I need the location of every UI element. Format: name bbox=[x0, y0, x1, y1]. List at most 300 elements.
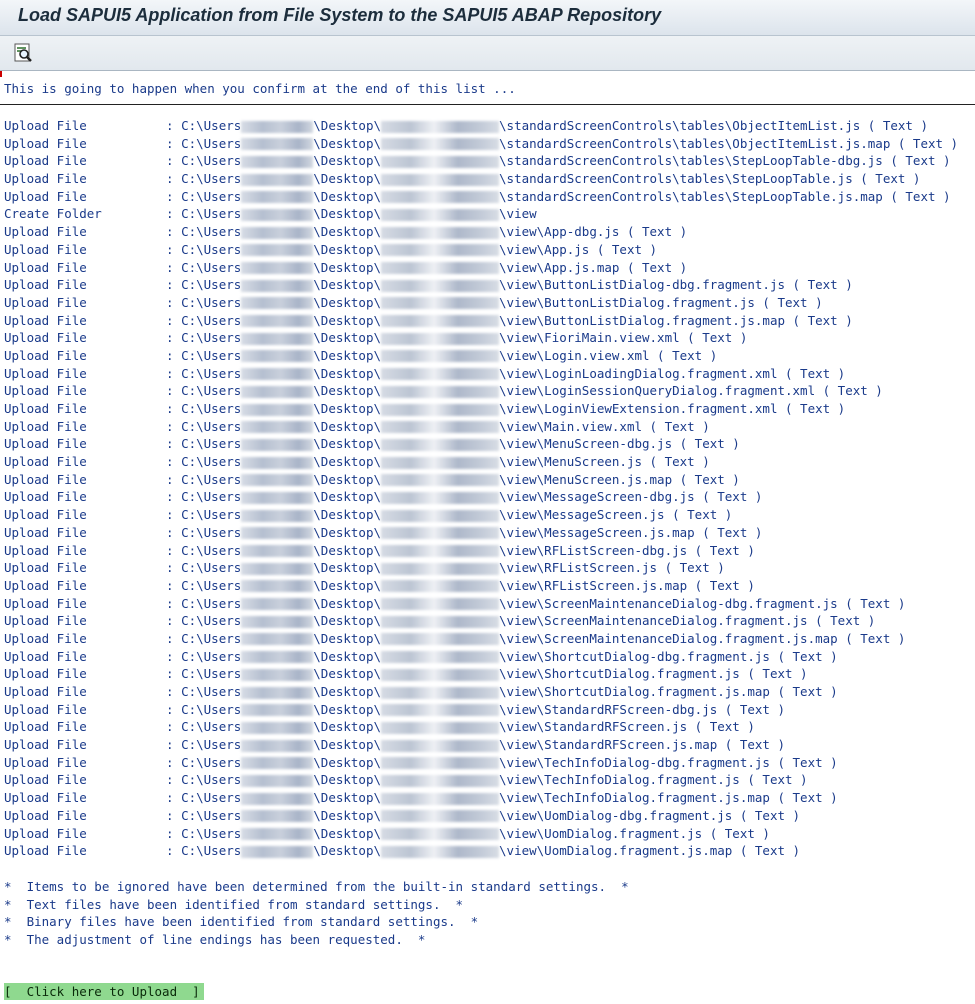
action-label: Upload File bbox=[4, 418, 87, 434]
redacted-folder bbox=[381, 368, 499, 380]
table-row bbox=[4, 754, 958, 772]
path-prefix: C:\Users bbox=[181, 312, 242, 328]
redacted-folder bbox=[381, 722, 499, 734]
redacted-folder bbox=[381, 457, 499, 469]
redacted-username bbox=[241, 828, 313, 840]
redacted-folder bbox=[381, 191, 499, 203]
path-desktop: \Desktop\ bbox=[313, 825, 382, 841]
separator: : bbox=[166, 630, 182, 646]
path-prefix: C:\Users bbox=[181, 825, 242, 841]
window-title: Load SAPUI5 Application from File System to the SAPUI5 ABAP Repository bbox=[18, 5, 662, 25]
redacted-username bbox=[241, 563, 313, 575]
separator: : bbox=[166, 807, 182, 823]
path-suffix: \view\Login.view.xml ( Text ) bbox=[499, 347, 718, 363]
separator: : bbox=[166, 542, 182, 558]
path-prefix: C:\Users bbox=[181, 118, 242, 133]
table-row bbox=[4, 718, 958, 736]
path-suffix: \view\App.js.map ( Text ) bbox=[499, 259, 688, 275]
redacted-username bbox=[241, 846, 313, 858]
path-prefix: C:\Users bbox=[181, 241, 242, 257]
path-prefix: C:\Users bbox=[181, 666, 242, 682]
separator: : bbox=[166, 701, 182, 717]
table-row bbox=[4, 736, 958, 754]
table-row bbox=[4, 365, 958, 383]
path-suffix: \view\UomDialog.fragment.js ( Text ) bbox=[499, 825, 770, 841]
table-row bbox=[4, 595, 958, 613]
redacted-username bbox=[241, 315, 313, 327]
separator: : bbox=[166, 277, 182, 293]
path-suffix: \view\Main.view.xml ( Text ) bbox=[499, 418, 710, 434]
redacted-folder bbox=[381, 333, 499, 345]
separator: : bbox=[166, 259, 182, 275]
action-label: Upload File bbox=[4, 383, 87, 399]
action-label: Upload File bbox=[4, 277, 87, 293]
action-label: Upload File bbox=[4, 489, 87, 505]
separator: : bbox=[166, 737, 182, 753]
path-desktop: \Desktop\ bbox=[313, 648, 382, 664]
table-row bbox=[4, 524, 958, 542]
redacted-folder bbox=[381, 421, 499, 433]
path-suffix: \view\RFListScreen-dbg.js ( Text ) bbox=[499, 542, 755, 558]
find-icon[interactable] bbox=[12, 42, 34, 64]
table-row bbox=[4, 276, 958, 294]
separator: : bbox=[166, 312, 182, 328]
table-row bbox=[4, 577, 958, 595]
redacted-folder bbox=[381, 474, 499, 486]
action-label: Upload File bbox=[4, 171, 87, 187]
action-label: Upload File bbox=[4, 701, 87, 717]
redacted-folder bbox=[381, 174, 499, 186]
separator: : bbox=[166, 560, 182, 576]
path-suffix: \view\App-dbg.js ( Text ) bbox=[499, 224, 688, 240]
table-row bbox=[4, 170, 958, 188]
path-desktop: \Desktop\ bbox=[313, 383, 382, 399]
path-suffix: \view\LoginViewExtension.fragment.xml ( Text ) bbox=[499, 401, 846, 416]
table-row bbox=[4, 612, 958, 630]
redacted-folder bbox=[381, 297, 499, 309]
redacted-username bbox=[241, 527, 313, 539]
path-suffix: \view\StandardRFScreen.js ( Text ) bbox=[499, 719, 755, 735]
table-row bbox=[4, 453, 958, 471]
path-prefix: C:\Users bbox=[181, 630, 242, 646]
action-label: Upload File bbox=[4, 330, 87, 346]
path-desktop: \Desktop\ bbox=[313, 542, 382, 558]
path-prefix: C:\Users bbox=[181, 489, 242, 505]
table-row bbox=[4, 294, 958, 312]
path-desktop: \Desktop\ bbox=[313, 347, 382, 363]
redacted-folder bbox=[381, 810, 499, 822]
path-prefix: C:\Users bbox=[181, 577, 242, 593]
path-suffix: \view bbox=[499, 206, 537, 222]
action-label: Upload File bbox=[4, 772, 87, 788]
redacted-folder bbox=[381, 386, 499, 398]
path-suffix: \standardScreenControls\tables\ObjectItemList.js ( Text ) bbox=[499, 118, 928, 133]
redacted-username bbox=[241, 386, 313, 398]
action-label: Upload File bbox=[4, 666, 87, 682]
action-label: Upload File bbox=[4, 294, 87, 310]
path-desktop: \Desktop\ bbox=[313, 365, 382, 381]
path-suffix: \view\ButtonListDialog.fragment.js.map ( Text ) bbox=[499, 312, 853, 328]
path-suffix: \view\ScreenMaintenanceDialog-dbg.fragment.js ( Text ) bbox=[499, 595, 906, 611]
path-prefix: C:\Users bbox=[181, 206, 242, 222]
path-suffix: \view\ShortcutDialog.fragment.js.map ( Text ) bbox=[499, 684, 838, 699]
redacted-username bbox=[241, 227, 313, 239]
application-toolbar bbox=[0, 36, 975, 71]
path-desktop: \Desktop\ bbox=[313, 701, 382, 717]
path-prefix: C:\Users bbox=[181, 701, 242, 717]
path-prefix: C:\Users bbox=[181, 560, 242, 576]
action-label: Upload File bbox=[4, 153, 87, 169]
path-prefix: C:\Users bbox=[181, 347, 242, 363]
path-prefix: C:\Users bbox=[181, 737, 242, 753]
path-suffix: \view\LoginSessionQueryDialog.fragment.xml ( Text ) bbox=[499, 383, 883, 399]
action-label: Upload File bbox=[4, 135, 87, 151]
path-prefix: C:\Users bbox=[181, 259, 242, 275]
path-prefix: C:\Users bbox=[181, 542, 242, 558]
path-suffix: \view\ShortcutDialog-dbg.fragment.js ( Text ) bbox=[499, 648, 838, 664]
table-row bbox=[4, 665, 958, 683]
path-desktop: \Desktop\ bbox=[313, 277, 382, 293]
action-label: Upload File bbox=[4, 241, 87, 257]
path-prefix: C:\Users bbox=[181, 684, 242, 699]
path-desktop: \Desktop\ bbox=[313, 843, 382, 859]
action-label: Upload File bbox=[4, 365, 87, 381]
path-suffix: \view\App.js ( Text ) bbox=[499, 241, 658, 257]
redacted-folder bbox=[381, 775, 499, 787]
path-prefix: C:\Users bbox=[181, 843, 242, 859]
path-prefix: C:\Users bbox=[181, 294, 242, 310]
action-label: Upload File bbox=[4, 754, 87, 770]
redacted-folder bbox=[381, 687, 499, 699]
path-prefix: C:\Users bbox=[181, 153, 242, 169]
separator: : bbox=[166, 188, 182, 204]
redacted-username bbox=[241, 757, 313, 769]
action-label: Upload File bbox=[4, 684, 87, 699]
redacted-username bbox=[241, 368, 313, 380]
table-row bbox=[4, 400, 958, 418]
redacted-folder bbox=[381, 633, 499, 645]
path-desktop: \Desktop\ bbox=[313, 595, 382, 611]
action-label: Upload File bbox=[4, 630, 87, 646]
path-desktop: \Desktop\ bbox=[313, 241, 382, 257]
redacted-folder bbox=[381, 757, 499, 769]
path-suffix: \view\MenuScreen.js.map ( Text ) bbox=[499, 471, 740, 487]
redacted-folder bbox=[381, 598, 499, 610]
redacted-username bbox=[241, 492, 313, 504]
redacted-folder bbox=[381, 704, 499, 716]
path-prefix: C:\Users bbox=[181, 365, 242, 381]
path-suffix: \standardScreenControls\tables\StepLoopTable.js.map ( Text ) bbox=[499, 188, 951, 204]
path-prefix: C:\Users bbox=[181, 524, 242, 540]
path-suffix: \view\MenuScreen.js ( Text ) bbox=[499, 454, 710, 470]
path-suffix: \view\ScreenMaintenanceDialog.fragment.js.map ( Text ) bbox=[499, 630, 906, 646]
path-suffix: \view\RFListScreen.js.map ( Text ) bbox=[499, 577, 755, 593]
path-desktop: \Desktop\ bbox=[313, 153, 382, 169]
redacted-username bbox=[241, 651, 313, 663]
redacted-folder bbox=[381, 527, 499, 539]
path-suffix: \view\TechInfoDialog-dbg.fragment.js ( Text ) bbox=[499, 754, 838, 770]
separator: : bbox=[166, 507, 182, 523]
path-suffix: \view\FioriMain.view.xml ( Text ) bbox=[499, 330, 748, 346]
path-suffix: \standardScreenControls\tables\StepLoopTable-dbg.js ( Text ) bbox=[499, 153, 951, 169]
path-desktop: \Desktop\ bbox=[313, 719, 382, 735]
redacted-username bbox=[241, 510, 313, 522]
path-suffix: \view\StandardRFScreen.js.map ( Text ) bbox=[499, 737, 785, 753]
path-prefix: C:\Users bbox=[181, 224, 242, 240]
note-line: * Binary files have been identified from standard settings. * bbox=[4, 914, 479, 930]
separator: : bbox=[166, 843, 182, 859]
redacted-folder bbox=[381, 315, 499, 327]
path-prefix: C:\Users bbox=[181, 595, 242, 611]
redacted-folder bbox=[381, 651, 499, 663]
path-prefix: C:\Users bbox=[181, 277, 242, 293]
path-suffix: \view\MessageScreen-dbg.js ( Text ) bbox=[499, 489, 763, 505]
table-row bbox=[4, 789, 958, 807]
path-desktop: \Desktop\ bbox=[313, 418, 382, 434]
upload-button[interactable]: [ Click here to Upload ] bbox=[4, 983, 204, 1000]
title-bar bbox=[0, 0, 975, 36]
note-line: * Items to be ignored have been determined from the built-in standard settings. * bbox=[4, 879, 629, 894]
table-row bbox=[4, 630, 958, 648]
separator: : bbox=[166, 489, 182, 505]
table-row bbox=[4, 241, 958, 259]
action-label: Upload File bbox=[4, 825, 87, 841]
action-label: Upload File bbox=[4, 401, 87, 416]
separator: : bbox=[166, 613, 182, 629]
action-label: Upload File bbox=[4, 524, 87, 540]
table-row bbox=[4, 506, 958, 524]
separator: : bbox=[166, 224, 182, 240]
action-label: Upload File bbox=[4, 312, 87, 328]
table-row bbox=[4, 135, 958, 153]
separator: : bbox=[166, 171, 182, 187]
path-desktop: \Desktop\ bbox=[313, 330, 382, 346]
path-prefix: C:\Users bbox=[181, 436, 242, 452]
path-desktop: \Desktop\ bbox=[313, 224, 382, 240]
path-prefix: C:\Users bbox=[181, 401, 242, 416]
redacted-username bbox=[241, 439, 313, 451]
redacted-folder bbox=[381, 262, 499, 274]
redacted-folder bbox=[381, 138, 499, 150]
path-desktop: \Desktop\ bbox=[313, 524, 382, 540]
action-label: Upload File bbox=[4, 259, 87, 275]
table-row bbox=[4, 488, 958, 506]
separator: : bbox=[166, 524, 182, 540]
table-row bbox=[4, 382, 958, 400]
path-desktop: \Desktop\ bbox=[313, 171, 382, 187]
separator: : bbox=[166, 436, 182, 452]
path-prefix: C:\Users bbox=[181, 330, 242, 346]
redacted-username bbox=[241, 633, 313, 645]
path-suffix: \view\MenuScreen-dbg.js ( Text ) bbox=[499, 436, 740, 452]
path-desktop: \Desktop\ bbox=[313, 737, 382, 753]
redacted-username bbox=[241, 297, 313, 309]
table-row bbox=[4, 152, 958, 170]
action-label: Upload File bbox=[4, 560, 87, 576]
path-suffix: \view\ShortcutDialog.fragment.js ( Text ) bbox=[499, 666, 808, 682]
redacted-folder bbox=[381, 545, 499, 557]
path-desktop: \Desktop\ bbox=[313, 560, 382, 576]
redacted-folder bbox=[381, 828, 499, 840]
redacted-folder bbox=[381, 492, 499, 504]
path-prefix: C:\Users bbox=[181, 135, 242, 151]
redacted-username bbox=[241, 598, 313, 610]
path-suffix: \view\UomDialog-dbg.fragment.js ( Text ) bbox=[499, 807, 801, 823]
redacted-username bbox=[241, 669, 313, 681]
path-prefix: C:\Users bbox=[181, 790, 242, 806]
redacted-username bbox=[241, 810, 313, 822]
path-desktop: \Desktop\ bbox=[313, 630, 382, 646]
path-suffix: \view\UomDialog.fragment.js.map ( Text ) bbox=[499, 843, 801, 859]
separator: : bbox=[166, 118, 182, 133]
path-suffix: \standardScreenControls\tables\StepLoopTable.js ( Text ) bbox=[499, 171, 921, 187]
action-label: Upload File bbox=[4, 188, 87, 204]
table-row bbox=[4, 418, 958, 436]
separator: : bbox=[166, 153, 182, 169]
table-row bbox=[4, 542, 958, 560]
path-prefix: C:\Users bbox=[181, 613, 242, 629]
redacted-folder bbox=[381, 669, 499, 681]
redacted-folder bbox=[381, 121, 499, 133]
action-label: Upload File bbox=[4, 737, 87, 753]
path-desktop: \Desktop\ bbox=[313, 206, 382, 222]
redacted-username bbox=[241, 775, 313, 787]
redacted-username bbox=[241, 457, 313, 469]
table-row bbox=[4, 825, 958, 843]
path-desktop: \Desktop\ bbox=[313, 754, 382, 770]
list-heading: This is going to happen when you confirm at the end of this list ... bbox=[4, 81, 516, 96]
separator: : bbox=[166, 648, 182, 664]
redacted-folder bbox=[381, 846, 499, 858]
redacted-username bbox=[241, 474, 313, 486]
action-label: Upload File bbox=[4, 807, 87, 823]
path-prefix: C:\Users bbox=[181, 383, 242, 399]
redacted-username bbox=[241, 156, 313, 168]
path-desktop: \Desktop\ bbox=[313, 772, 382, 788]
redacted-username bbox=[241, 616, 313, 628]
table-row bbox=[4, 701, 958, 719]
path-desktop: \Desktop\ bbox=[313, 118, 382, 133]
redacted-folder bbox=[381, 227, 499, 239]
separator: : bbox=[166, 418, 182, 434]
separator: : bbox=[166, 577, 182, 593]
path-prefix: C:\Users bbox=[181, 471, 242, 487]
path-prefix: C:\Users bbox=[181, 418, 242, 434]
table-row bbox=[4, 807, 958, 825]
separator: : bbox=[166, 666, 182, 682]
path-desktop: \Desktop\ bbox=[313, 489, 382, 505]
path-desktop: \Desktop\ bbox=[313, 666, 382, 682]
redacted-username bbox=[241, 138, 313, 150]
path-suffix: \view\TechInfoDialog.fragment.js.map ( Text ) bbox=[499, 790, 838, 806]
action-label: Create Folder bbox=[4, 206, 102, 222]
path-desktop: \Desktop\ bbox=[313, 507, 382, 523]
heading-divider bbox=[0, 104, 975, 105]
redacted-username bbox=[241, 545, 313, 557]
action-label: Upload File bbox=[4, 613, 87, 629]
path-desktop: \Desktop\ bbox=[313, 684, 382, 699]
note-line: * Text files have been identified from standard settings. * bbox=[4, 896, 464, 912]
redacted-folder bbox=[381, 404, 499, 416]
status-marker bbox=[0, 71, 2, 77]
redacted-username bbox=[241, 262, 313, 274]
action-label: Upload File bbox=[4, 436, 87, 452]
redacted-username bbox=[241, 333, 313, 345]
path-prefix: C:\Users bbox=[181, 754, 242, 770]
separator: : bbox=[166, 825, 182, 841]
separator: : bbox=[166, 454, 182, 470]
path-suffix: \view\MessageScreen.js ( Text ) bbox=[499, 507, 733, 523]
path-desktop: \Desktop\ bbox=[313, 454, 382, 470]
table-row bbox=[4, 471, 958, 489]
table-row bbox=[4, 842, 958, 860]
redacted-folder bbox=[381, 350, 499, 362]
path-suffix: \view\ButtonListDialog.fragment.js ( Text ) bbox=[499, 294, 823, 310]
action-label: Upload File bbox=[4, 454, 87, 470]
redacted-folder bbox=[381, 280, 499, 292]
redacted-folder bbox=[381, 510, 499, 522]
redacted-folder bbox=[381, 209, 499, 221]
table-row bbox=[4, 205, 958, 223]
action-label: Upload File bbox=[4, 224, 87, 240]
separator: : bbox=[166, 471, 182, 487]
action-label: Upload File bbox=[4, 648, 87, 664]
path-prefix: C:\Users bbox=[181, 648, 242, 664]
action-label: Upload File bbox=[4, 719, 87, 735]
separator: : bbox=[166, 365, 182, 381]
table-row bbox=[4, 329, 958, 347]
path-prefix: C:\Users bbox=[181, 719, 242, 735]
table-row bbox=[4, 117, 958, 135]
path-suffix: \view\TechInfoDialog.fragment.js ( Text ) bbox=[499, 772, 808, 788]
redacted-username bbox=[241, 687, 313, 699]
separator: : bbox=[166, 347, 182, 363]
action-label: Upload File bbox=[4, 790, 87, 806]
redacted-username bbox=[241, 704, 313, 716]
path-prefix: C:\Users bbox=[181, 188, 242, 204]
table-row bbox=[4, 312, 958, 330]
separator: : bbox=[166, 754, 182, 770]
table-row bbox=[4, 188, 958, 206]
action-label: Upload File bbox=[4, 595, 87, 611]
path-prefix: C:\Users bbox=[181, 507, 242, 523]
table-row bbox=[4, 648, 958, 666]
redacted-folder bbox=[381, 156, 499, 168]
path-desktop: \Desktop\ bbox=[313, 401, 382, 416]
path-suffix: \view\StandardRFScreen-dbg.js ( Text ) bbox=[499, 701, 785, 717]
table-row bbox=[4, 559, 958, 577]
path-prefix: C:\Users bbox=[181, 454, 242, 470]
redacted-username bbox=[241, 209, 313, 221]
separator: : bbox=[166, 383, 182, 399]
path-desktop: \Desktop\ bbox=[313, 577, 382, 593]
redacted-username bbox=[241, 722, 313, 734]
separator: : bbox=[166, 790, 182, 806]
path-suffix: \view\RFListScreen.js ( Text ) bbox=[499, 560, 725, 576]
redacted-folder bbox=[381, 244, 499, 256]
action-label: Upload File bbox=[4, 471, 87, 487]
redacted-username bbox=[241, 740, 313, 752]
list-output bbox=[4, 80, 972, 948]
separator: : bbox=[166, 330, 182, 346]
path-desktop: \Desktop\ bbox=[313, 188, 382, 204]
table-row bbox=[4, 223, 958, 241]
path-suffix: \view\LoginLoadingDialog.fragment.xml ( Text ) bbox=[499, 365, 846, 381]
table-row bbox=[4, 259, 958, 277]
path-desktop: \Desktop\ bbox=[313, 135, 382, 151]
redacted-folder bbox=[381, 616, 499, 628]
redacted-folder bbox=[381, 740, 499, 752]
